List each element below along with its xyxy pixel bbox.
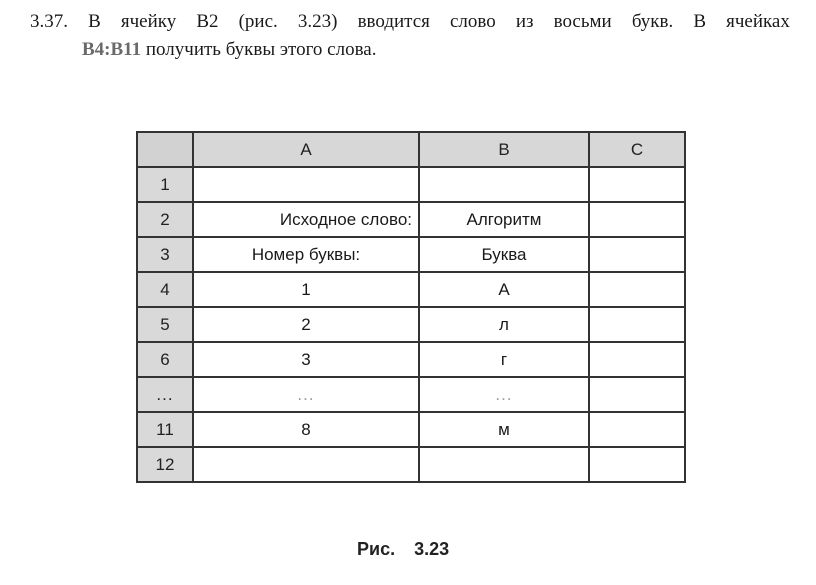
problem-word: В (88, 11, 101, 32)
row-header: 3 (137, 237, 193, 272)
cell-c5 (589, 307, 685, 342)
problem-line-2 (30, 36, 790, 64)
problem-word: восьми (553, 11, 612, 32)
problem-word: В2 (196, 11, 219, 32)
cell-a5: 2 (193, 307, 419, 342)
column-header-a: A (193, 132, 419, 167)
problem-word: (рис. (238, 11, 278, 32)
row-header: 12 (137, 447, 193, 482)
cell-b4: А (419, 272, 589, 307)
row-header: 6 (137, 342, 193, 377)
cell-a2: Исходное слово: (193, 202, 419, 237)
cell-c2 (589, 202, 685, 237)
problem-word: слово (449, 11, 496, 32)
row-header: 4 (137, 272, 193, 307)
table-row (137, 377, 685, 412)
row-header: 5 (137, 307, 193, 342)
problem-number: 3.37. (30, 11, 68, 32)
problem-word: ячейках (726, 11, 790, 32)
cell-c1 (589, 167, 685, 202)
cell-a-ellipsis: ... (193, 377, 419, 412)
cell-c6 (589, 342, 685, 377)
table-row (137, 342, 685, 377)
row-header: 1 (137, 167, 193, 202)
cell-c11 (589, 412, 685, 447)
table-row (137, 307, 685, 342)
problem-word: вводится (357, 11, 430, 32)
cell-a11: 8 (193, 412, 419, 447)
cell-b6: г (419, 342, 589, 377)
table-row (137, 447, 685, 482)
cell-c3 (589, 237, 685, 272)
corner-cell (137, 132, 193, 167)
column-header-b: B (419, 132, 589, 167)
cell-a12 (193, 447, 419, 482)
cell-b12 (419, 447, 589, 482)
column-header-c: C (589, 132, 685, 167)
table-row (137, 167, 685, 202)
problem-word: 3.23) (297, 11, 338, 32)
table-row (137, 237, 685, 272)
problem-word: букв. (631, 11, 674, 32)
cell-range: B4:B11 (82, 39, 142, 60)
cell-a4: 1 (193, 272, 419, 307)
cell-c-ellipsis (589, 377, 685, 412)
cell-b11: м (419, 412, 589, 447)
cell-b-ellipsis: ... (419, 377, 589, 412)
cell-c4 (589, 272, 685, 307)
problem-text-rest: получить буквы этого слова. (141, 39, 377, 60)
row-header-ellipsis: ... (137, 377, 193, 412)
table-row (137, 202, 685, 237)
problem-word: В (693, 11, 706, 32)
cell-b2: Алгоритм (419, 202, 589, 237)
cell-a3: Номер буквы: (193, 237, 419, 272)
table-row (137, 272, 685, 307)
problem-word: из (515, 11, 534, 32)
spreadsheet-figure (136, 131, 686, 483)
row-header: 2 (137, 202, 193, 237)
cell-c12 (589, 447, 685, 482)
problem-statement (30, 8, 790, 64)
table-row (137, 412, 685, 447)
figure-caption: Рис. 3.23 (357, 539, 450, 559)
problem-word: ячейку (120, 11, 177, 32)
cell-a6: 3 (193, 342, 419, 377)
cell-a1 (193, 167, 419, 202)
row-header: 11 (137, 412, 193, 447)
cell-b3: Буква (419, 237, 589, 272)
cell-b5: л (419, 307, 589, 342)
column-header-row (137, 132, 685, 167)
problem-line-1 (30, 8, 790, 36)
cell-b1 (419, 167, 589, 202)
